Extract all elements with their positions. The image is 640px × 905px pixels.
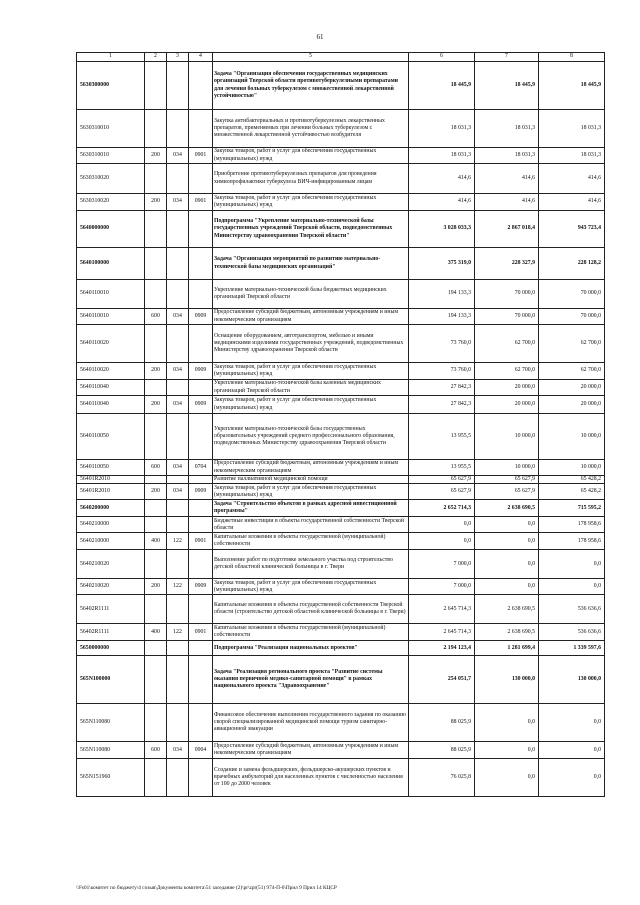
table-row xyxy=(77,500,605,517)
department-code-cell xyxy=(167,517,189,533)
amount-year-1-cell: 0,0 xyxy=(409,517,475,533)
section-code-cell: 0704 xyxy=(189,460,213,476)
table-row xyxy=(77,595,605,624)
amount-year-3-cell: 536 636,6 xyxy=(539,624,605,641)
amount-year-3-cell: 178 958,6 xyxy=(539,533,605,550)
amount-year-2-cell: 0,0 xyxy=(475,533,539,550)
amount-year-2-cell: 0,0 xyxy=(475,742,539,759)
department-code-cell xyxy=(167,476,189,484)
amount-year-1-cell: 254 051,7 xyxy=(409,656,475,704)
section-code-cell: 0904 xyxy=(189,742,213,759)
table-row xyxy=(77,280,605,309)
amount-year-2-cell: 130 000,0 xyxy=(475,656,539,704)
expense-type-cell xyxy=(145,641,167,656)
header-cell: 1 xyxy=(77,53,145,62)
amount-year-3-cell: 65 428,2 xyxy=(539,476,605,484)
budget-code-cell: 5640110010 xyxy=(77,309,145,325)
item-name-cell: Закупка товаров, работ и услуг для обеспечения государственных (муниципальных) нужд xyxy=(213,148,409,164)
expense-type-cell: 200 xyxy=(145,148,167,164)
section-code-cell: 0909 xyxy=(189,484,213,500)
department-code-cell: 034 xyxy=(167,460,189,476)
amount-year-3-cell: 20 000,0 xyxy=(539,380,605,396)
expense-type-cell: 200 xyxy=(145,363,167,380)
amount-year-2-cell: 414,6 xyxy=(475,194,539,211)
table-row xyxy=(77,641,605,656)
header-cell: 4 xyxy=(189,53,213,62)
department-code-cell xyxy=(167,325,189,363)
department-code-cell xyxy=(167,500,189,517)
department-code-cell: 034 xyxy=(167,148,189,164)
department-code-cell: 034 xyxy=(167,742,189,759)
amount-year-3-cell: 62 700,0 xyxy=(539,363,605,380)
table-row xyxy=(77,380,605,396)
column-number-header-row xyxy=(77,53,605,62)
amount-year-2-cell: 1 281 699,4 xyxy=(475,641,539,656)
expense-type-cell: 200 xyxy=(145,484,167,500)
amount-year-1-cell: 2 645 714,3 xyxy=(409,595,475,624)
table-row xyxy=(77,517,605,533)
amount-year-1-cell: 73 760,0 xyxy=(409,325,475,363)
table-row xyxy=(77,164,605,194)
table-row xyxy=(77,211,605,248)
department-code-cell: 122 xyxy=(167,624,189,641)
section-code-cell xyxy=(189,380,213,396)
expense-type-cell: 600 xyxy=(145,309,167,325)
amount-year-2-cell: 414,6 xyxy=(475,164,539,194)
department-code-cell xyxy=(167,595,189,624)
amount-year-2-cell: 18 445,9 xyxy=(475,62,539,110)
department-code-cell xyxy=(167,704,189,742)
item-name-cell: Предоставление субсидий бюджетным, автономным учреждениям и иным некоммерческим организациям xyxy=(213,742,409,759)
section-code-cell xyxy=(189,164,213,194)
budget-code-cell: 5640110040 xyxy=(77,396,145,414)
item-name-cell: Предоставление субсидий бюджетным, автономным учреждениям и иным некоммерческим организациям xyxy=(213,460,409,476)
budget-code-cell: 5640000000 xyxy=(77,211,145,248)
amount-year-3-cell: 62 700,0 xyxy=(539,325,605,363)
section-code-cell xyxy=(189,759,213,797)
department-code-cell xyxy=(167,248,189,280)
amount-year-1-cell: 7 000,0 xyxy=(409,579,475,595)
item-name-cell: Закупка товаров, работ и услуг для обеспечения государственных (муниципальных) нужд xyxy=(213,194,409,211)
department-code-cell xyxy=(167,164,189,194)
amount-year-2-cell: 0,0 xyxy=(475,579,539,595)
amount-year-1-cell: 2 652 714,3 xyxy=(409,500,475,517)
section-code-cell: 0901 xyxy=(189,624,213,641)
header-cell: 5 xyxy=(213,53,409,62)
budget-code-cell: 5630310010 xyxy=(77,110,145,148)
amount-year-2-cell: 2 867 018,4 xyxy=(475,211,539,248)
department-code-cell: 034 xyxy=(167,396,189,414)
budget-code-cell: 5640110020 xyxy=(77,363,145,380)
table-row xyxy=(77,414,605,460)
budget-code-cell: 565N110080 xyxy=(77,742,145,759)
expense-type-cell xyxy=(145,62,167,110)
section-code-cell xyxy=(189,280,213,309)
department-code-cell xyxy=(167,62,189,110)
expense-type-cell xyxy=(145,476,167,484)
table-row xyxy=(77,742,605,759)
item-name-cell: Подпрограмма "Укрепление материально-технической базы государственных учреждений Тверской области, подведомственных Министерству здравоохранения Тверской области" xyxy=(213,211,409,248)
amount-year-2-cell: 0,0 xyxy=(475,517,539,533)
item-name-cell: Оснащение оборудованием, автотранспортом, мебелью и иными медицинскими изделиями государственных учреждений, подведомственных Министерству здравоохранения Тверской области xyxy=(213,325,409,363)
amount-year-3-cell: 10 000,0 xyxy=(539,460,605,476)
expense-type-cell xyxy=(145,110,167,148)
amount-year-2-cell: 62 700,0 xyxy=(475,363,539,380)
amount-year-3-cell: 70 000,0 xyxy=(539,280,605,309)
expense-type-cell xyxy=(145,704,167,742)
budget-code-cell: 56402R1111 xyxy=(77,595,145,624)
table-row xyxy=(77,62,605,110)
table-row xyxy=(77,325,605,363)
department-code-cell xyxy=(167,280,189,309)
budget-code-cell: 5640210000 xyxy=(77,517,145,533)
amount-year-1-cell: 375 319,0 xyxy=(409,248,475,280)
page-number: 61 xyxy=(316,33,324,41)
expense-type-cell: 400 xyxy=(145,624,167,641)
amount-year-1-cell: 194 133,3 xyxy=(409,280,475,309)
item-name-cell: Предоставление субсидий бюджетным, автономным учреждениям и иным некоммерческим организациям xyxy=(213,309,409,325)
section-code-cell: 0901 xyxy=(189,194,213,211)
amount-year-3-cell: 178 958,6 xyxy=(539,517,605,533)
department-code-cell xyxy=(167,414,189,460)
amount-year-1-cell: 73 760,0 xyxy=(409,363,475,380)
section-code-cell xyxy=(189,110,213,148)
amount-year-3-cell: 10 000,0 xyxy=(539,414,605,460)
section-code-cell: 0901 xyxy=(189,148,213,164)
amount-year-1-cell: 0,0 xyxy=(409,533,475,550)
item-name-cell: Финансовое обеспечение выполнения государственного задания по оказанию скорой специализированной медицинской помощи туризм санитарно-авиационной эвакуации xyxy=(213,704,409,742)
department-code-cell: 034 xyxy=(167,309,189,325)
amount-year-1-cell: 2 194 123,4 xyxy=(409,641,475,656)
amount-year-3-cell: 0,0 xyxy=(539,704,605,742)
amount-year-2-cell: 2 638 690,5 xyxy=(475,624,539,641)
item-name-cell: Укрепление материально-технической базы казенных медицинских организаций Тверской области xyxy=(213,380,409,396)
expense-type-cell xyxy=(145,164,167,194)
amount-year-3-cell: 0,0 xyxy=(539,759,605,797)
item-name-cell: Выполнение работ по подготовке земельного участка под строительство детской областной клинической больницы в г. Твери xyxy=(213,550,409,579)
header-cell: 2 xyxy=(145,53,167,62)
budget-code-cell: 5640100000 xyxy=(77,248,145,280)
amount-year-1-cell: 18 445,9 xyxy=(409,62,475,110)
table-row xyxy=(77,533,605,550)
amount-year-3-cell: 65 428,2 xyxy=(539,484,605,500)
amount-year-3-cell: 414,6 xyxy=(539,164,605,194)
table-row xyxy=(77,704,605,742)
section-code-cell xyxy=(189,476,213,484)
amount-year-1-cell: 88 025,9 xyxy=(409,742,475,759)
item-name-cell: Бюджетные инвестиции в объекты государственной собственности Тверской области xyxy=(213,517,409,533)
budget-code-cell: 5640210020 xyxy=(77,550,145,579)
expense-type-cell: 200 xyxy=(145,396,167,414)
budget-code-cell: 5640210020 xyxy=(77,579,145,595)
amount-year-1-cell: 27 842,3 xyxy=(409,380,475,396)
amount-year-3-cell: 18 445,9 xyxy=(539,62,605,110)
amount-year-3-cell: 414,6 xyxy=(539,194,605,211)
department-code-cell xyxy=(167,211,189,248)
expense-type-cell: 200 xyxy=(145,579,167,595)
section-code-cell: 0909 xyxy=(189,363,213,380)
budget-code-cell: 56402R1111 xyxy=(77,624,145,641)
table-row xyxy=(77,248,605,280)
item-name-cell: Подпрограмма "Реализация национальных проектов" xyxy=(213,641,409,656)
amount-year-3-cell: 18 031,3 xyxy=(539,110,605,148)
expense-type-cell xyxy=(145,595,167,624)
amount-year-2-cell: 228 327,9 xyxy=(475,248,539,280)
budget-code-cell: 56401R2010 xyxy=(77,484,145,500)
expense-type-cell xyxy=(145,325,167,363)
table-row xyxy=(77,476,605,484)
table-row xyxy=(77,309,605,325)
header-cell: 3 xyxy=(167,53,189,62)
department-code-cell xyxy=(167,380,189,396)
expense-type-cell xyxy=(145,211,167,248)
amount-year-2-cell: 2 638 690,5 xyxy=(475,595,539,624)
budget-code-cell: 5640110050 xyxy=(77,414,145,460)
budget-code-cell: 5640110020 xyxy=(77,325,145,363)
amount-year-3-cell: 715 595,2 xyxy=(539,500,605,517)
amount-year-1-cell: 76 025,8 xyxy=(409,759,475,797)
amount-year-1-cell: 18 031,3 xyxy=(409,148,475,164)
amount-year-1-cell: 65 627,9 xyxy=(409,476,475,484)
item-name-cell: Закупка товаров, работ и услуг для обеспечения государственных (муниципальных) нужд xyxy=(213,484,409,500)
expense-type-cell: 600 xyxy=(145,460,167,476)
section-code-cell xyxy=(189,656,213,704)
amount-year-1-cell: 65 627,9 xyxy=(409,484,475,500)
item-name-cell: Развитие паллиативной медицинской помощи xyxy=(213,476,409,484)
section-code-cell: 0901 xyxy=(189,533,213,550)
department-code-cell: 034 xyxy=(167,363,189,380)
section-code-cell xyxy=(189,211,213,248)
item-name-cell: Закупка антибактериальных и противотуберкулезных лекарственных препаратов, применяемых при лечении больных туберкулезом с множественной лекарственной устойчивостью возбудителя xyxy=(213,110,409,148)
budget-table xyxy=(76,52,605,797)
amount-year-2-cell: 20 000,0 xyxy=(475,396,539,414)
item-name-cell: Задача "Организация обеспечения государственных медицинских организаций Тверской области противотуберкулезными препаратами для лечения больных туберкулезом с множественной лекарственной устойчивостью" xyxy=(213,62,409,110)
amount-year-3-cell: 228 128,2 xyxy=(539,248,605,280)
department-code-cell: 034 xyxy=(167,484,189,500)
amount-year-1-cell: 7 000,0 xyxy=(409,550,475,579)
table-row xyxy=(77,550,605,579)
amount-year-3-cell: 0,0 xyxy=(539,550,605,579)
expense-type-cell xyxy=(145,517,167,533)
amount-year-2-cell: 0,0 xyxy=(475,550,539,579)
amount-year-2-cell: 0,0 xyxy=(475,759,539,797)
item-name-cell: Закупка товаров, работ и услуг для обеспечения государственных (муниципальных) нужд xyxy=(213,396,409,414)
header-cell: 6 xyxy=(409,53,475,62)
table-row xyxy=(77,759,605,797)
amount-year-2-cell: 62 700,0 xyxy=(475,325,539,363)
budget-code-cell: 5640110040 xyxy=(77,380,145,396)
section-code-cell: 0909 xyxy=(189,396,213,414)
section-code-cell xyxy=(189,595,213,624)
amount-year-1-cell: 13 955,5 xyxy=(409,460,475,476)
item-name-cell: Капитальные вложения в объекты государственной собственности Тверской области (строительство детской областной клинической больницы в г. Твери) xyxy=(213,595,409,624)
budget-code-cell: 5650000000 xyxy=(77,641,145,656)
table-row xyxy=(77,148,605,164)
budget-code-cell: 5630300000 xyxy=(77,62,145,110)
expense-type-cell: 200 xyxy=(145,194,167,211)
budget-code-cell: 5630310020 xyxy=(77,194,145,211)
budget-code-cell: 5640110050 xyxy=(77,460,145,476)
expense-type-cell xyxy=(145,759,167,797)
expense-type-cell: 600 xyxy=(145,742,167,759)
budget-code-cell: 5630310010 xyxy=(77,148,145,164)
section-code-cell: 0909 xyxy=(189,579,213,595)
expense-type-cell xyxy=(145,280,167,309)
section-code-cell xyxy=(189,414,213,460)
department-code-cell xyxy=(167,641,189,656)
budget-code-cell: 565N151960 xyxy=(77,759,145,797)
table-row xyxy=(77,484,605,500)
item-name-cell: Капитальные вложения в объекты государственной (муниципальной) собственности xyxy=(213,624,409,641)
table-row xyxy=(77,624,605,641)
department-code-cell: 122 xyxy=(167,579,189,595)
table-row xyxy=(77,460,605,476)
budget-code-cell: 565N100000 xyxy=(77,656,145,704)
header-cell: 7 xyxy=(475,53,539,62)
amount-year-3-cell: 943 723,4 xyxy=(539,211,605,248)
budget-code-cell: 5640110010 xyxy=(77,280,145,309)
section-code-cell xyxy=(189,704,213,742)
item-name-cell: Создание и замена фельдшерских, фельдшерско-акушерских пунктов и врачебных амбулаторий для населенных пунктов с численностью населения от 100 до 2000 человек xyxy=(213,759,409,797)
expense-type-cell xyxy=(145,656,167,704)
amount-year-2-cell: 0,0 xyxy=(475,704,539,742)
budget-code-cell: 56401R2010 xyxy=(77,476,145,484)
amount-year-2-cell: 65 627,9 xyxy=(475,484,539,500)
expense-type-cell xyxy=(145,248,167,280)
expense-type-cell xyxy=(145,500,167,517)
amount-year-1-cell: 13 955,5 xyxy=(409,414,475,460)
amount-year-2-cell: 2 638 690,5 xyxy=(475,500,539,517)
budget-code-cell: 565N110080 xyxy=(77,704,145,742)
item-name-cell: Закупка товаров, работ и услуг для обеспечения государственных (муниципальных) нужд xyxy=(213,579,409,595)
amount-year-2-cell: 70 000,0 xyxy=(475,309,539,325)
item-name-cell: Укрепление материально-технической базы бюджетных медицинских организаций Тверской области xyxy=(213,280,409,309)
amount-year-2-cell: 20 000,0 xyxy=(475,380,539,396)
amount-year-3-cell: 18 031,3 xyxy=(539,148,605,164)
department-code-cell: 034 xyxy=(167,194,189,211)
section-code-cell xyxy=(189,248,213,280)
department-code-cell xyxy=(167,550,189,579)
amount-year-1-cell: 2 645 714,3 xyxy=(409,624,475,641)
department-code-cell xyxy=(167,110,189,148)
department-code-cell: 122 xyxy=(167,533,189,550)
budget-code-cell: 5630310020 xyxy=(77,164,145,194)
expense-type-cell xyxy=(145,550,167,579)
item-name-cell: Задача "Строительство объектов в рамках адресной инвестиционной программы" xyxy=(213,500,409,517)
amount-year-3-cell: 536 636,6 xyxy=(539,595,605,624)
item-name-cell: Капитальные вложения в объекты государственной (муниципальной) собственности xyxy=(213,533,409,550)
section-code-cell xyxy=(189,517,213,533)
expense-type-cell: 400 xyxy=(145,533,167,550)
item-name-cell: Закупка товаров, работ и услуг для обеспечения государственных (муниципальных) нужд xyxy=(213,363,409,380)
table-row xyxy=(77,363,605,380)
expense-type-cell xyxy=(145,380,167,396)
amount-year-2-cell: 10 000,0 xyxy=(475,414,539,460)
table-row xyxy=(77,656,605,704)
budget-code-cell: 5640210000 xyxy=(77,533,145,550)
header-cell: 8 xyxy=(539,53,605,62)
budget-code-cell: 5640200000 xyxy=(77,500,145,517)
amount-year-2-cell: 10 000,0 xyxy=(475,460,539,476)
amount-year-2-cell: 18 031,3 xyxy=(475,148,539,164)
item-name-cell: Задача "Организация мероприятий по развитию материально-технической базы медицинских организаций" xyxy=(213,248,409,280)
amount-year-2-cell: 18 031,3 xyxy=(475,110,539,148)
table-row xyxy=(77,110,605,148)
amount-year-1-cell: 88 025,9 xyxy=(409,704,475,742)
amount-year-1-cell: 3 028 033,3 xyxy=(409,211,475,248)
amount-year-2-cell: 65 627,9 xyxy=(475,476,539,484)
amount-year-3-cell: 0,0 xyxy=(539,742,605,759)
amount-year-1-cell: 414,6 xyxy=(409,194,475,211)
table-row xyxy=(77,396,605,414)
amount-year-2-cell: 70 000,0 xyxy=(475,280,539,309)
table-row xyxy=(77,194,605,211)
item-name-cell: Приобретение противотуберкулезных препаратов для проведения химиопрофилактики туберкулеза ВИЧ-инфицированным лицам xyxy=(213,164,409,194)
amount-year-3-cell: 130 000,0 xyxy=(539,656,605,704)
section-code-cell xyxy=(189,325,213,363)
item-name-cell: Задача "Реализация регионального проекта "Развитие системы оказания первичной медико-санитарной помощи" в рамках национального проекта "Здравоохранение" xyxy=(213,656,409,704)
section-code-cell xyxy=(189,641,213,656)
department-code-cell xyxy=(167,656,189,704)
amount-year-3-cell: 70 000,0 xyxy=(539,309,605,325)
item-name-cell: Укрепление материально-технической базы государственных образовательных учреждений среднего профессионального образования, подведомственных Министерству здравоохранения Тверской области xyxy=(213,414,409,460)
table-row xyxy=(77,579,605,595)
expense-type-cell xyxy=(145,414,167,460)
amount-year-1-cell: 18 031,3 xyxy=(409,110,475,148)
amount-year-3-cell: 0,0 xyxy=(539,579,605,595)
amount-year-3-cell: 20 000,0 xyxy=(539,396,605,414)
section-code-cell: 0909 xyxy=(189,309,213,325)
section-code-cell xyxy=(189,62,213,110)
file-path-footer: \\Fs01\комитет по бюджету\4 созыв\Документы комитета\51 заседание (2)\pr\zpr(51) 974-П-6\Прил 9 Прил 14 КЦСР xyxy=(76,885,337,891)
amount-year-1-cell: 27 842,3 xyxy=(409,396,475,414)
section-code-cell xyxy=(189,550,213,579)
section-code-cell xyxy=(189,500,213,517)
department-code-cell xyxy=(167,759,189,797)
amount-year-1-cell: 414,6 xyxy=(409,164,475,194)
amount-year-1-cell: 194 133,3 xyxy=(409,309,475,325)
amount-year-3-cell: 1 339 597,6 xyxy=(539,641,605,656)
